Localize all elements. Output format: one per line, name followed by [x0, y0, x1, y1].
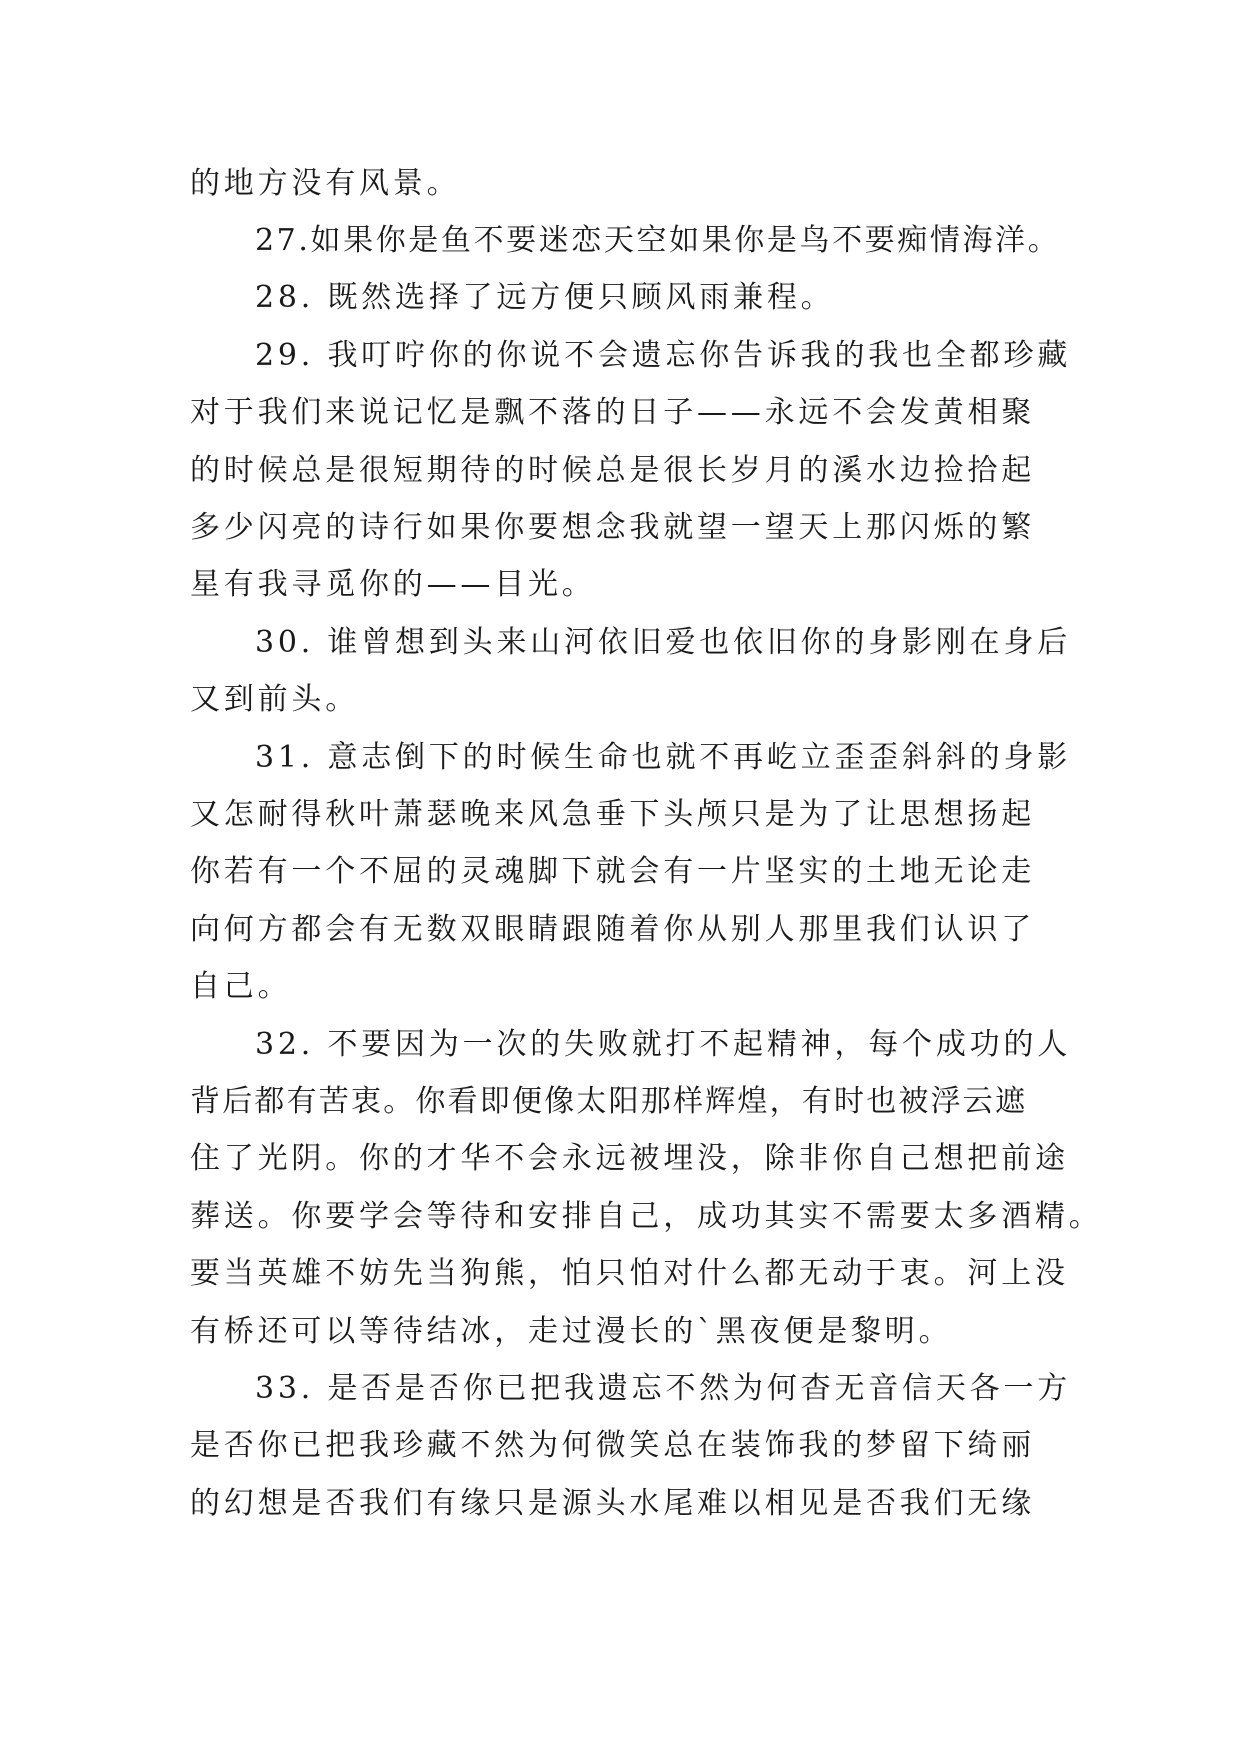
item-30-line: 30. 谁曾想到头来山河依旧爱也依旧你的身影刚在身后: [255, 625, 1072, 660]
item-32-line: 32. 不要因为一次的失败就打不起精神，每个成功的人: [255, 1027, 1072, 1062]
text-line: 要当英雄不妨先当狗熊，怕只怕对什么都无动于衷。河上没: [190, 1256, 1069, 1291]
text-line: 对于我们来说记忆是飘不落的日子——永远不会发黄相聚: [190, 395, 1035, 430]
text-line: 是否你已把我珍藏不然为何微笑总在装饰我的梦留下绮丽: [190, 1428, 1035, 1463]
text-line: 你若有一个不屈的灵魂脚下就会有一片坚实的土地无论走: [190, 854, 1035, 889]
item-27-line: 27.如果你是鱼不要迷恋天空如果你是鸟不要痴情海洋。: [255, 223, 1061, 258]
text-line: 有桥还可以等待结冰，走过漫长的`黑夜便是黎明。: [190, 1314, 953, 1349]
text-line: 又到前头。: [190, 682, 359, 717]
text-line: 自己。: [190, 969, 292, 1004]
text-line: 背后都有苦衷。你看即便像太阳那样辉煌，有时也被浮云遮: [190, 1084, 1028, 1119]
item-33-line: 33. 是否是否你已把我遗忘不然为何杳无音信天各一方: [255, 1371, 1072, 1406]
text-line: 住了光阴。你的才华不会永远被埋没，除非你自己想把前途: [190, 1141, 1069, 1176]
text-line: 星有我寻觅你的——目光。: [190, 567, 596, 602]
item-29-line: 29. 我叮咛你的你说不会遗忘你告诉我的我也全都珍藏: [255, 338, 1072, 373]
text-line: 葬送。你要学会等待和安排自己，成功其实不需要太多酒精。: [190, 1199, 1103, 1234]
text-line: 的幻想是否我们有缘只是源头水尾难以相见是否我们无缘: [190, 1486, 1035, 1521]
text-line: 又怎耐得秋叶萧瑟晚来风急垂下头颅只是为了让思想扬起: [190, 797, 1035, 832]
text-line: 多少闪亮的诗行如果你要想念我就望一望天上那闪烁的繁: [190, 510, 1035, 545]
text-line: 向何方都会有无数双眼睛跟随着你从别人那里我们认识了: [190, 912, 1035, 947]
text-line: 的时候总是很短期待的时候总是很长岁月的溪水边捡拾起: [190, 453, 1035, 488]
item-28-line: 28. 既然选择了远方便只顾风雨兼程。: [255, 280, 835, 315]
item-31-line: 31. 意志倒下的时候生命也就不再屹立歪歪斜斜的身影: [255, 740, 1072, 775]
text-line: 的地方没有风景。: [190, 166, 461, 201]
